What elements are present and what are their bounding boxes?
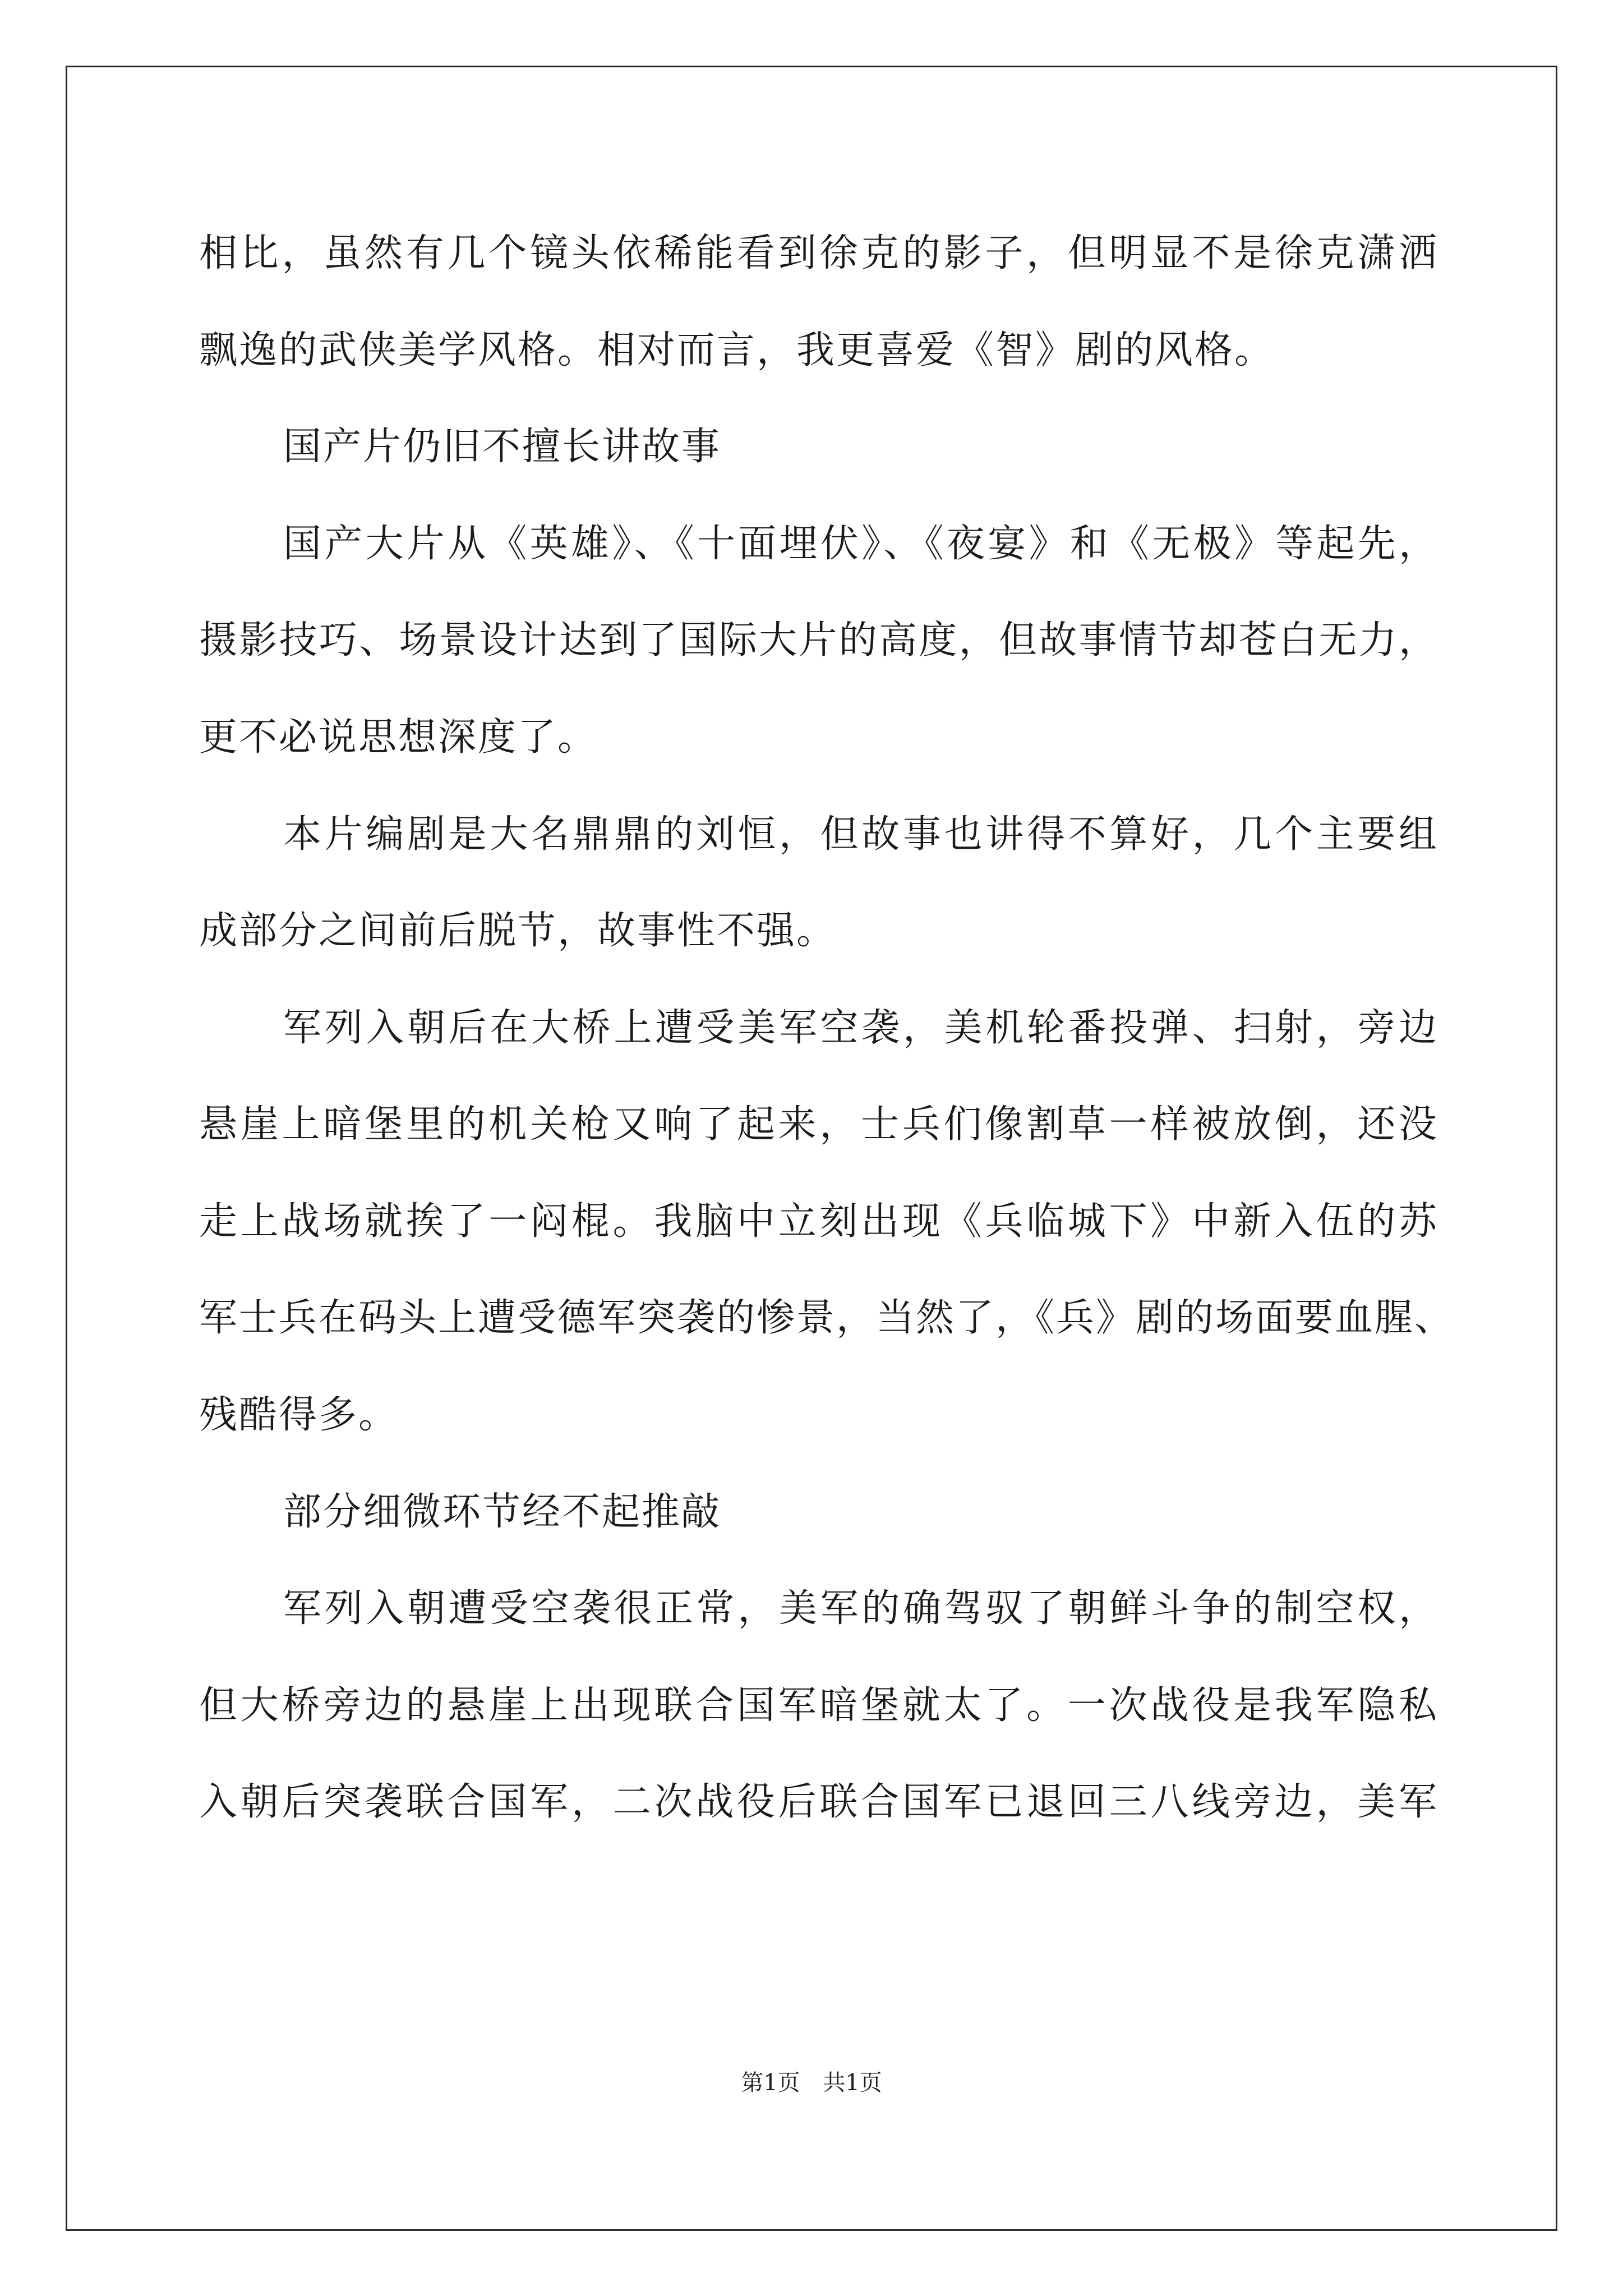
text-line: 悬崖上暗堡里的机关枪又响了起来，士兵们像割草一样被放倒，还没: [199, 1102, 1438, 1147]
page-footer: [0, 2069, 1623, 2097]
text-line: 残酷得多。: [199, 1393, 399, 1437]
text-line: 更不必说思想深度了。: [199, 715, 598, 760]
text-line: 摄影技巧、场景设计达到了国际大片的高度，但故事情节却苍白无力，: [199, 618, 1438, 662]
section-heading: 国产片仍旧不擅长讲故事: [283, 425, 722, 469]
text-line: 走上战场就挨了一闷棍。我脑中立刻出现《兵临城下》中新入伍的苏: [199, 1199, 1438, 1244]
text-line: 本片编剧是大名鼎鼎的刘恒，但故事也讲得不算好，几个主要组: [283, 812, 1438, 857]
text-line: 军列入朝遭受空袭很正常，美军的确驾驭了朝鲜斗争的制空权，: [283, 1586, 1438, 1631]
section-heading: 部分细微环节经不起推敲: [283, 1490, 722, 1534]
text-line: 军列入朝后在大桥上遭受美军空袭，美机轮番投弹、扫射，旁边: [283, 1006, 1438, 1050]
text-line: 但大桥旁边的悬崖上出现联合国军暗堡就太了。一次战役是我军隐私: [199, 1683, 1438, 1728]
text-line: 相比，虽然有几个镜头依稀能看到徐克的影子，但明显不是徐克潇洒: [199, 231, 1438, 275]
text-line: 飘逸的武侠美学风格。相对而言，我更喜爱《智》剧的风格。: [199, 328, 1275, 372]
page-number: 第1页: [741, 2070, 800, 2096]
text-line: 入朝后突袭联合国军，二次战役后联合国军已退回三八线旁边，美军: [199, 1780, 1438, 1824]
text-line: 成部分之间前后脱节，故事性不强。: [199, 909, 837, 953]
page-total: 共1页: [823, 2070, 882, 2096]
text-line: 国产大片从《英雄》、《十面埋伏》、《夜宴》和《无极》等起先，: [283, 522, 1438, 566]
text-line: 军士兵在码头上遭受德军突袭的惨景，当然了，《兵》剧的场面要血腥、: [199, 1296, 1455, 1340]
